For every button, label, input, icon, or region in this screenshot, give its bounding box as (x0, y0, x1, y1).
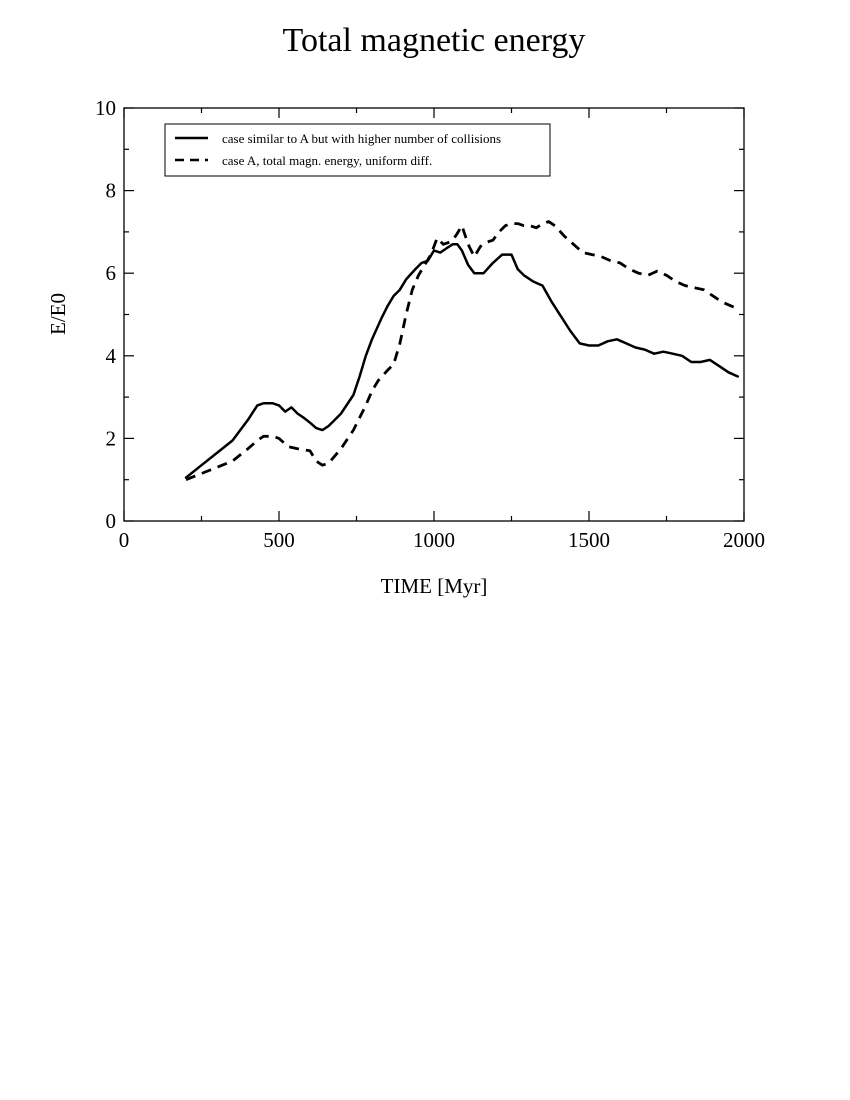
x-axis-label: TIME [Myr] (380, 574, 488, 598)
series-line-2 (186, 222, 738, 480)
x-tick-label: 1000 (413, 528, 455, 552)
y-tick-label: 10 (95, 96, 116, 120)
x-tick-label: 1500 (568, 528, 610, 552)
x-tick-label: 0 (118, 528, 130, 552)
y-tick-label: 8 (105, 178, 116, 203)
legend-entry-series-2: case A, total magn. energy, uniform diff. (222, 153, 433, 168)
x-tick-label: 500 (263, 528, 295, 552)
series-line-1 (186, 244, 738, 477)
series-group (186, 222, 738, 480)
x-tick-label: 2000 (723, 528, 765, 552)
y-tick-label: 0 (105, 509, 116, 533)
legend-entry-series-1: case similar to A but with higher number of collisions (222, 131, 502, 146)
y-tick-label: 2 (105, 426, 116, 451)
chart-title: Total magnetic energy (282, 22, 586, 59)
legend (165, 124, 550, 176)
y-tick-label: 4 (105, 343, 116, 368)
y-tick-label: 6 (105, 261, 116, 286)
y-axis-label: E/E0 (46, 293, 70, 335)
